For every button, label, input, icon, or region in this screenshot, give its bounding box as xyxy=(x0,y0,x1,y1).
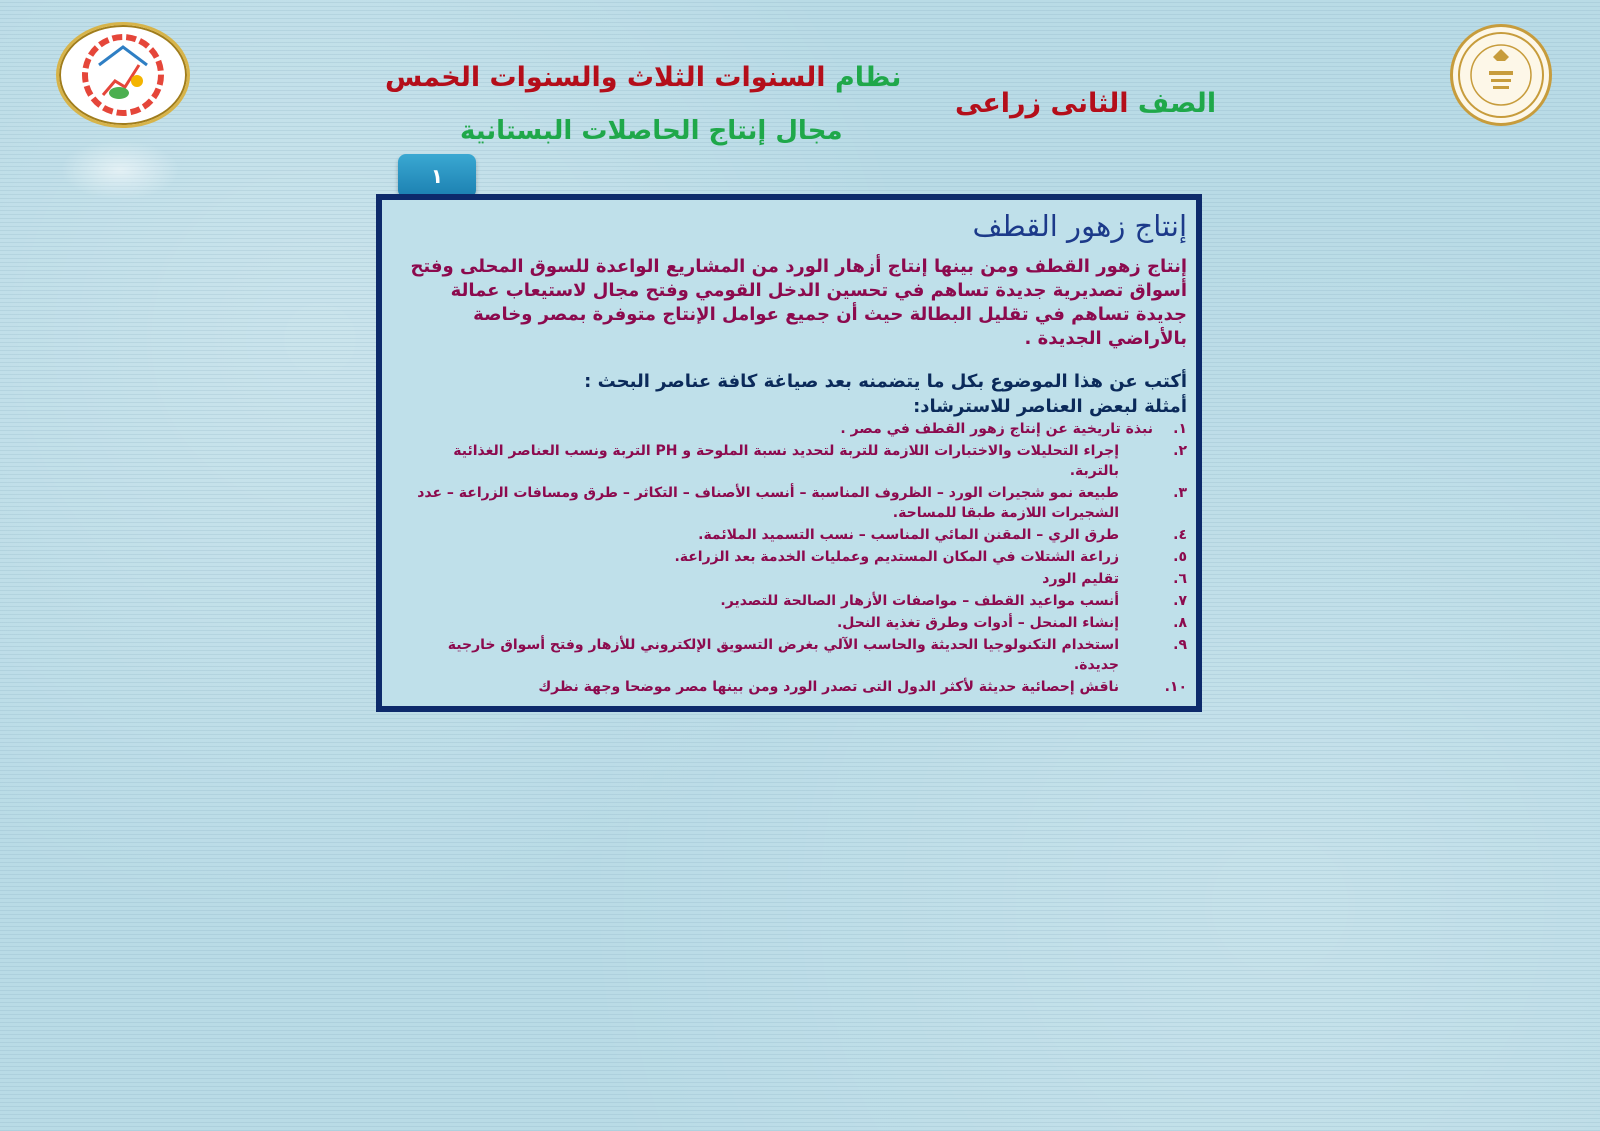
item-text: ناقش إحصائية حديثة لأكثر الدول التى تصدر الورد ومن بينها مصر موضحا وجهة نظرك xyxy=(538,679,1119,695)
list-item xyxy=(399,547,1187,567)
item-number: ٨. xyxy=(1173,615,1187,631)
ministry-seal-icon xyxy=(1450,24,1552,126)
intro-paragraph: إنتاج زهور القطف ومن بينها إنتاج أزهار الورد من المشاريع الواعدة للسوق المحلى وفتح أسواق تصديرية جديدة تساهم في تحسين الدخل القومي وفتح مجال لاستيعاب عمالة جديدة تساهم في تقليل البطالة حيث أن جميع عوامل الإنتاج متوفرة بمصر وخاصة بالأراضي الجديدة . xyxy=(410,256,1187,349)
item-number: ٤. xyxy=(1173,527,1187,543)
field-title: مجال إنتاج الحاصلات البستانية xyxy=(460,116,843,146)
page-number-tab[interactable]: ١ xyxy=(398,154,476,198)
item-number: ٩. xyxy=(1173,637,1187,653)
list-item xyxy=(399,419,1187,439)
list-item xyxy=(399,591,1187,611)
grade-value: الثانى زراعى xyxy=(955,88,1129,119)
item-number: ٦. xyxy=(1173,571,1187,587)
item-text: أنسب مواعيد القطف – مواصفات الأزهار الصالحة للتصدير. xyxy=(720,593,1119,609)
item-number: ٧. xyxy=(1173,593,1187,609)
item-number: ٥. xyxy=(1173,549,1187,565)
item-text: استخدام التكنولوجيا الحديثة والحاسب الآلي بغرض التسويق الإلكتروني للأزهار وفتح أسواق خارجية جديدة. xyxy=(447,637,1119,673)
list-item xyxy=(399,525,1187,545)
instruction-text: أكتب عن هذا الموضوع بكل ما يتضمنه بعد صياغة كافة عناصر البحث : xyxy=(584,371,1187,392)
item-number: ١٠. xyxy=(1164,679,1187,695)
item-text: إجراء التحليلات والاختبارات اللازمة للتربة لتحديد نسبة الملوحة و PH التربة ونسب العناصر الغذائية بالتربة. xyxy=(453,443,1119,479)
system-title-prefix: نظام xyxy=(834,62,902,93)
list-item xyxy=(399,613,1187,633)
list-item xyxy=(399,441,1187,481)
box-title: إنتاج زهور القطف xyxy=(972,209,1187,243)
item-text: تقليم الورد xyxy=(1042,571,1119,587)
system-title-rest: السنوات الثلاث والسنوات الخمس xyxy=(385,62,835,93)
list-item xyxy=(399,635,1187,675)
technical-education-logo-icon xyxy=(56,22,190,128)
item-text: طرق الري – المقنن المائي المناسب – نسب التسميد الملائمة. xyxy=(698,527,1119,543)
content-box xyxy=(376,194,1202,712)
item-number: ٣. xyxy=(1173,485,1187,501)
items-list xyxy=(399,419,1187,697)
item-text: إنشاء المنحل – أدوات وطرق تغذية النحل. xyxy=(836,615,1119,631)
grade-title xyxy=(955,88,1216,119)
logo-shadow xyxy=(60,140,180,200)
item-number: ٢. xyxy=(1173,443,1187,459)
guide-heading: أمثلة لبعض العناصر للاسترشاد: xyxy=(913,396,1187,417)
system-title xyxy=(385,62,901,93)
item-number: ١. xyxy=(1173,421,1187,437)
item-text: طبيعة نمو شجيرات الورد – الظروف المناسبة – أنسب الأصناف – التكاثر – طرق ومسافات الزراعة – عدد الشجيرات اللازمة طبقا للمساحة. xyxy=(417,485,1119,521)
item-text: نبذة تاريخية عن إنتاج زهور القطف في مصر . xyxy=(840,421,1153,437)
item-text: زراعة الشتلات في المكان المستديم وعمليات الخدمة بعد الزراعة. xyxy=(674,549,1119,565)
list-item xyxy=(399,483,1187,523)
list-item xyxy=(399,569,1187,589)
list-item xyxy=(399,677,1187,697)
system-title-main xyxy=(385,62,901,93)
grade-label: الصف xyxy=(1137,88,1217,119)
